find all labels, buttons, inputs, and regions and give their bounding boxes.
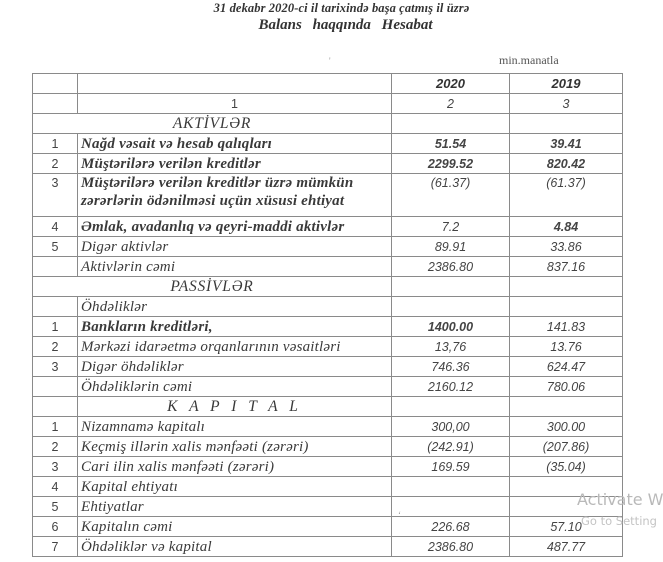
row-number: 7 <box>33 537 78 557</box>
subheader-row-obligations <box>33 297 623 317</box>
empty-cell <box>392 297 510 317</box>
value-2019: 57.10 <box>510 517 623 537</box>
value-2019: 141.83 <box>510 317 623 337</box>
section-row-assets <box>33 114 623 134</box>
value-2019: 4.84 <box>510 217 623 237</box>
table-row <box>33 537 623 557</box>
row-label: Müştərilərə verilən kreditlər üzrə mümkün zərərlərin ödənilməsi uçün xüsusi ehtiyat <box>78 174 392 217</box>
empty-cell <box>33 377 78 397</box>
header-num-cell <box>33 74 78 94</box>
balance-sheet-table <box>32 73 623 557</box>
value-2019: 300.00 <box>510 417 623 437</box>
row-label: Digər öhdəliklər <box>78 357 392 377</box>
table-row <box>33 517 623 537</box>
table-row <box>33 174 623 217</box>
value-2020: 13,76 <box>392 337 510 357</box>
row-label: Kapitalın cəmi <box>78 517 392 537</box>
value-2020: 89.91 <box>392 237 510 257</box>
table-row <box>33 134 623 154</box>
value-2020: 1400.00 <box>392 317 510 337</box>
value-2019: 487.77 <box>510 537 623 557</box>
row-number: 1 <box>33 134 78 154</box>
table-row <box>33 417 623 437</box>
total-row-assets <box>33 257 623 277</box>
row-number: 2 <box>33 337 78 357</box>
value-2019: 13.76 <box>510 337 623 357</box>
empty-cell <box>510 277 623 297</box>
value-2020: (61.37) <box>392 174 510 217</box>
unit-label: min.manatla <box>499 53 559 67</box>
value-2019: 780.06 <box>510 377 623 397</box>
value-2020: 300,00 <box>392 417 510 437</box>
table-row <box>33 217 623 237</box>
row-number: 2 <box>33 154 78 174</box>
value-2019: (61.37) <box>510 174 623 217</box>
row-number: 1 <box>33 317 78 337</box>
row-label: Bankların kreditləri, <box>78 317 392 337</box>
value-2019: (35.04) <box>510 457 623 477</box>
value-2019: 39.41 <box>510 134 623 154</box>
row-number: 3 <box>33 457 78 477</box>
header-year-2019: 2019 <box>510 74 623 94</box>
row-label: Müştərilərə verilən kreditlər <box>78 154 392 174</box>
row-label: Öhdəliklər <box>78 297 392 317</box>
table-row <box>33 317 623 337</box>
value-2019: 33.86 <box>510 237 623 257</box>
row-number: 1 <box>33 417 78 437</box>
table-row <box>33 437 623 457</box>
row-label: Nağd vəsait və hesab qalıqları <box>78 134 392 154</box>
empty-cell <box>33 397 78 417</box>
empty-cell <box>510 297 623 317</box>
empty-cell <box>510 114 623 134</box>
empty-cell <box>392 114 510 134</box>
row-label: Öhdəliklərin cəmi <box>78 377 392 397</box>
row-label: Kapital ehtiyatı <box>78 477 392 497</box>
header-row-index <box>33 94 623 114</box>
value-2020: 2160.12 <box>392 377 510 397</box>
index-year1-col: 2 <box>392 94 510 114</box>
row-number: 4 <box>33 217 78 237</box>
value-2019: 837.16 <box>510 257 623 277</box>
scan-speck: ' <box>329 56 331 66</box>
total-row-liabilities <box>33 377 623 397</box>
row-label: Nizamnamə kapitalı <box>78 417 392 437</box>
row-label: Aktivlərin cəmi <box>78 257 392 277</box>
row-label: Keçmiş illərin xalis mənfəəti (zərəri) <box>78 437 392 457</box>
header-label-cell <box>78 74 392 94</box>
value-2020: 51.54 <box>392 134 510 154</box>
row-number: 5 <box>33 237 78 257</box>
header-year-2020: 2020 <box>392 74 510 94</box>
empty-cell <box>392 277 510 297</box>
index-num-cell <box>33 94 78 114</box>
value-2020: 2386.80 <box>392 537 510 557</box>
value-2020: 2386.80 <box>392 257 510 277</box>
empty-cell <box>33 297 78 317</box>
value-2020: 169.59 <box>392 457 510 477</box>
value-2020 <box>392 477 510 497</box>
value-2020: 226.68 <box>392 517 510 537</box>
value-2019: (207.86) <box>510 437 623 457</box>
table-row <box>33 237 623 257</box>
value-2020: 2299.52 <box>392 154 510 174</box>
value-2020 <box>392 497 510 517</box>
row-number: 3 <box>33 357 78 377</box>
table-row <box>33 477 623 497</box>
value-2020: 746.36 <box>392 357 510 377</box>
value-2020: 7.2 <box>392 217 510 237</box>
header-row-years <box>33 74 623 94</box>
row-label: Ehtiyatlar <box>78 497 392 517</box>
activation-watermark-subtext: Go to Setting <box>581 514 657 528</box>
row-label: Əmlak, avadanlıq və qeyri-maddi aktivlər <box>78 217 392 237</box>
empty-cell <box>392 397 510 417</box>
table-row <box>33 457 623 477</box>
empty-cell <box>33 257 78 277</box>
value-2019: 820.42 <box>510 154 623 174</box>
row-label: Cari ilin xalis mənfəəti (zərəri) <box>78 457 392 477</box>
value-2020: (242.91) <box>392 437 510 457</box>
row-label: Digər aktivlər <box>78 237 392 257</box>
section-title-capital: K A P I T A L <box>78 397 392 417</box>
report-title: Balans haqqında Hesabat <box>258 17 433 33</box>
table-row <box>33 357 623 377</box>
table-row <box>33 154 623 174</box>
row-number: 3 <box>33 174 78 217</box>
index-year2-col: 3 <box>510 94 623 114</box>
value-2019: 624.47 <box>510 357 623 377</box>
row-label: Öhdəliklər və kapital <box>78 537 392 557</box>
activation-watermark: Activate W <box>577 490 663 509</box>
empty-cell <box>510 397 623 417</box>
index-label-col: 1 <box>78 94 392 114</box>
row-number: 4 <box>33 477 78 497</box>
scan-speck: ‘ <box>398 510 401 520</box>
section-title-assets: AKTİVLƏR <box>33 114 392 134</box>
row-number: 2 <box>33 437 78 457</box>
section-row-liabilities <box>33 277 623 297</box>
row-label: Mərkəzi idarəetmə orqanlarının vəsaitləri <box>78 337 392 357</box>
table-row <box>33 497 623 517</box>
row-number: 6 <box>33 517 78 537</box>
table-row <box>33 337 623 357</box>
section-title-liabilities: PASSİVLƏR <box>33 277 392 297</box>
row-number: 5 <box>33 497 78 517</box>
report-subtitle: 31 dekabr 2020-ci il tarixində başa çatmış il üzrə <box>213 1 470 15</box>
section-row-capital <box>33 397 623 417</box>
